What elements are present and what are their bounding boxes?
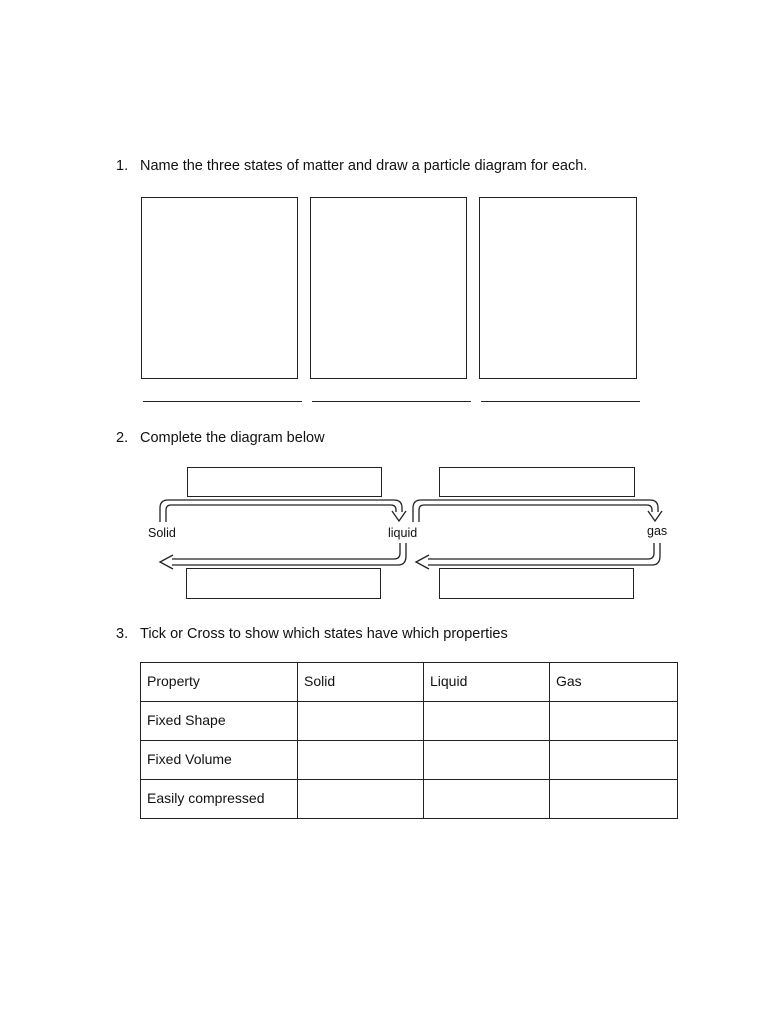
question-2-text: Complete the diagram below	[140, 430, 325, 446]
header-cell-solid: Solid	[298, 663, 424, 702]
table-row	[141, 780, 678, 819]
table-row	[141, 741, 678, 780]
header-cell-gas: Gas	[550, 663, 678, 702]
arrow-liquid-to-gas	[413, 500, 662, 522]
question-1-number: 1.	[116, 158, 129, 174]
answer-cell[interactable]	[424, 780, 550, 819]
answer-cell[interactable]	[550, 741, 678, 780]
arrow-solid-to-liquid	[160, 500, 406, 522]
header-cell-property: Property	[141, 663, 298, 702]
answer-cell[interactable]	[298, 702, 424, 741]
answer-cell[interactable]	[298, 741, 424, 780]
state-label-gas: gas	[647, 524, 668, 538]
row-label-easily-compressed: Easily compressed	[141, 780, 298, 819]
question-1-text: Name the three states of matter and draw a particle diagram for each.	[140, 158, 588, 174]
answer-cell[interactable]	[424, 702, 550, 741]
row-label-fixed-volume: Fixed Volume	[141, 741, 298, 780]
answer-cell[interactable]	[424, 741, 550, 780]
state-label-liquid: liquid	[388, 526, 418, 540]
arrow-liquid-to-solid	[160, 543, 406, 569]
table-row	[141, 702, 678, 741]
row-label-fixed-shape: Fixed Shape	[141, 702, 298, 741]
question-3-text: Tick or Cross to show which states have which properties	[140, 626, 508, 642]
header-cell-liquid: Liquid	[424, 663, 550, 702]
table-header-row	[141, 663, 678, 702]
properties-table	[140, 662, 678, 819]
question-2-number: 2.	[116, 430, 129, 446]
answer-cell[interactable]	[298, 780, 424, 819]
state-label-solid: Solid	[148, 526, 176, 540]
question-3	[116, 625, 508, 643]
question-3-number: 3.	[116, 626, 129, 642]
arrow-gas-to-liquid	[416, 543, 660, 569]
answer-cell[interactable]	[550, 702, 678, 741]
answer-cell[interactable]	[550, 780, 678, 819]
